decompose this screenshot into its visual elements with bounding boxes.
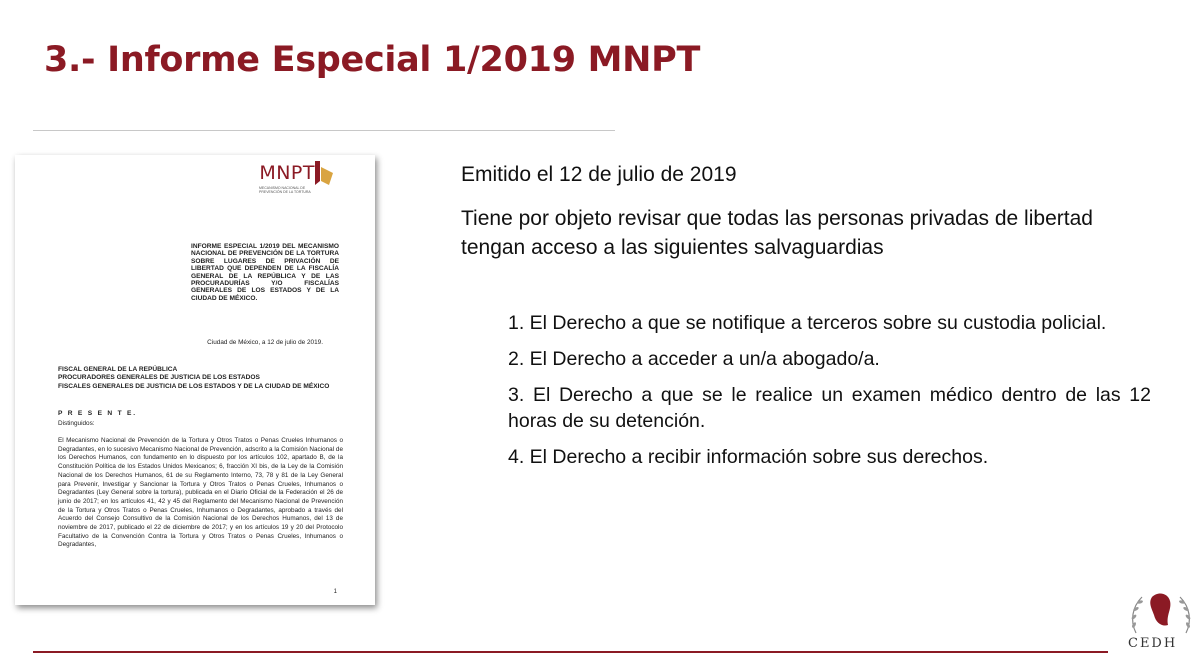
document-heading: INFORME ESPECIAL 1/2019 DEL MECANISMO NACIONAL DE PREVENCIÓN DE LA TORTURA SOBRE LUGARES DE PRIVACIÓN DE LIBERTAD QUE DEPENDEN DE LA FISCALÍA GENERAL DE LA REPÚBLICA Y DE LAS PROCURADURÍAS Y/O FISCALÍAS GENERALES DE LOS ESTADOS Y DE LA CIUDAD DE MÉXICO. <box>191 243 339 302</box>
list-item: 4. El Derecho a recibir información sobre sus derechos. <box>508 446 989 468</box>
cedh-logo-text: CEDH <box>1128 636 1178 651</box>
list-item: 1. El Derecho a que se notifique a terceros sobre su custodia policial. <box>508 312 1107 334</box>
emission-date: Emitido el 12 de julio de 2019 <box>461 163 737 186</box>
document-date: Ciudad de México, a 12 de julio de 2019. <box>207 339 323 346</box>
mnpt-logo-subtitle: MECANISMO NACIONAL DE PREVENCIÓN DE LA TORTURA <box>259 186 311 194</box>
mnpt-logo-icon <box>311 159 337 189</box>
document-presente: P R E S E N T E. <box>58 410 137 417</box>
mnpt-logo-text: MNPT <box>259 162 315 184</box>
document-greeting: Distinguidos: <box>58 420 95 427</box>
list-item: 2. El Derecho a acceder a un/a abogado/a. <box>508 348 880 370</box>
purpose-text: Tiene por objeto revisar que todas las personas privadas de libertad tengan acceso a las siguientes salvaguardias <box>461 207 1093 259</box>
title-divider <box>33 130 615 131</box>
footer-divider <box>33 651 1108 653</box>
safeguards-list <box>508 310 1151 480</box>
document-thumbnail <box>15 155 375 605</box>
slide-title: 3.- Informe Especial 1/2019 MNPT <box>44 40 701 80</box>
document-body-text: El Mecanismo Nacional de Prevención de la Tortura y Otros Tratos o Penas Crueles Inhumanos o Degradantes, en lo sucesivo Mecanismo Nacional de Prevención, adscrito a la Comisión Nacional de los Derechos Humanos, con fundamento en lo dispuesto por los artículos 102, apartado B, de la Constitución Política de los Estados Unidos Mexicanos; 6, fracción XI bis, de la Ley de la Comisión Nacional de los Derechos Humanos, 61 de su Reglamento Interno, 73, 78 y 81 de la Ley General para Prevenir, Investigar y Sancionar la Tortura y Otros Tratos o Penas Crueles, Inhumanos o Degradantes (Ley General sobre la tortura), publicada en el Diario Oficial de la Federación el 26 de junio de 2017; en los artículos 41, 42 y 45 del Reglamento del Mecanismo Nacional de Prevención de la Tortura y Otros Tratos o Penas Crueles, Inhumanos o Degradantes, aprobado a través del Acuerdo del Consejo Consultivo de la Comisión Nacional de los Derechos Humanos, del 13 de noviembre de 2017, publicado el 22 de diciembre de 2017; y en los artículos 19 y 20 del Protocolo Facultativo de la Convención Contra la Tortura y Otros Tratos o Penas Crueles, Inhumanos o Degradantes, <box>58 437 343 549</box>
document-recipients: FISCAL GENERAL DE LA REPÚBLICA PROCURADORES GENERALES DE JUSTICIA DE LOS ESTADOS FISCALES GENERALES DE JUSTICIA DE LOS ESTADOS Y DE LA CIUDAD DE MÉXICO <box>58 366 330 390</box>
document-page-number: 1 <box>333 589 337 595</box>
list-item: 3. El Derecho a que se le realice un examen médico dentro de las 12 horas de su detención. <box>508 384 1151 432</box>
